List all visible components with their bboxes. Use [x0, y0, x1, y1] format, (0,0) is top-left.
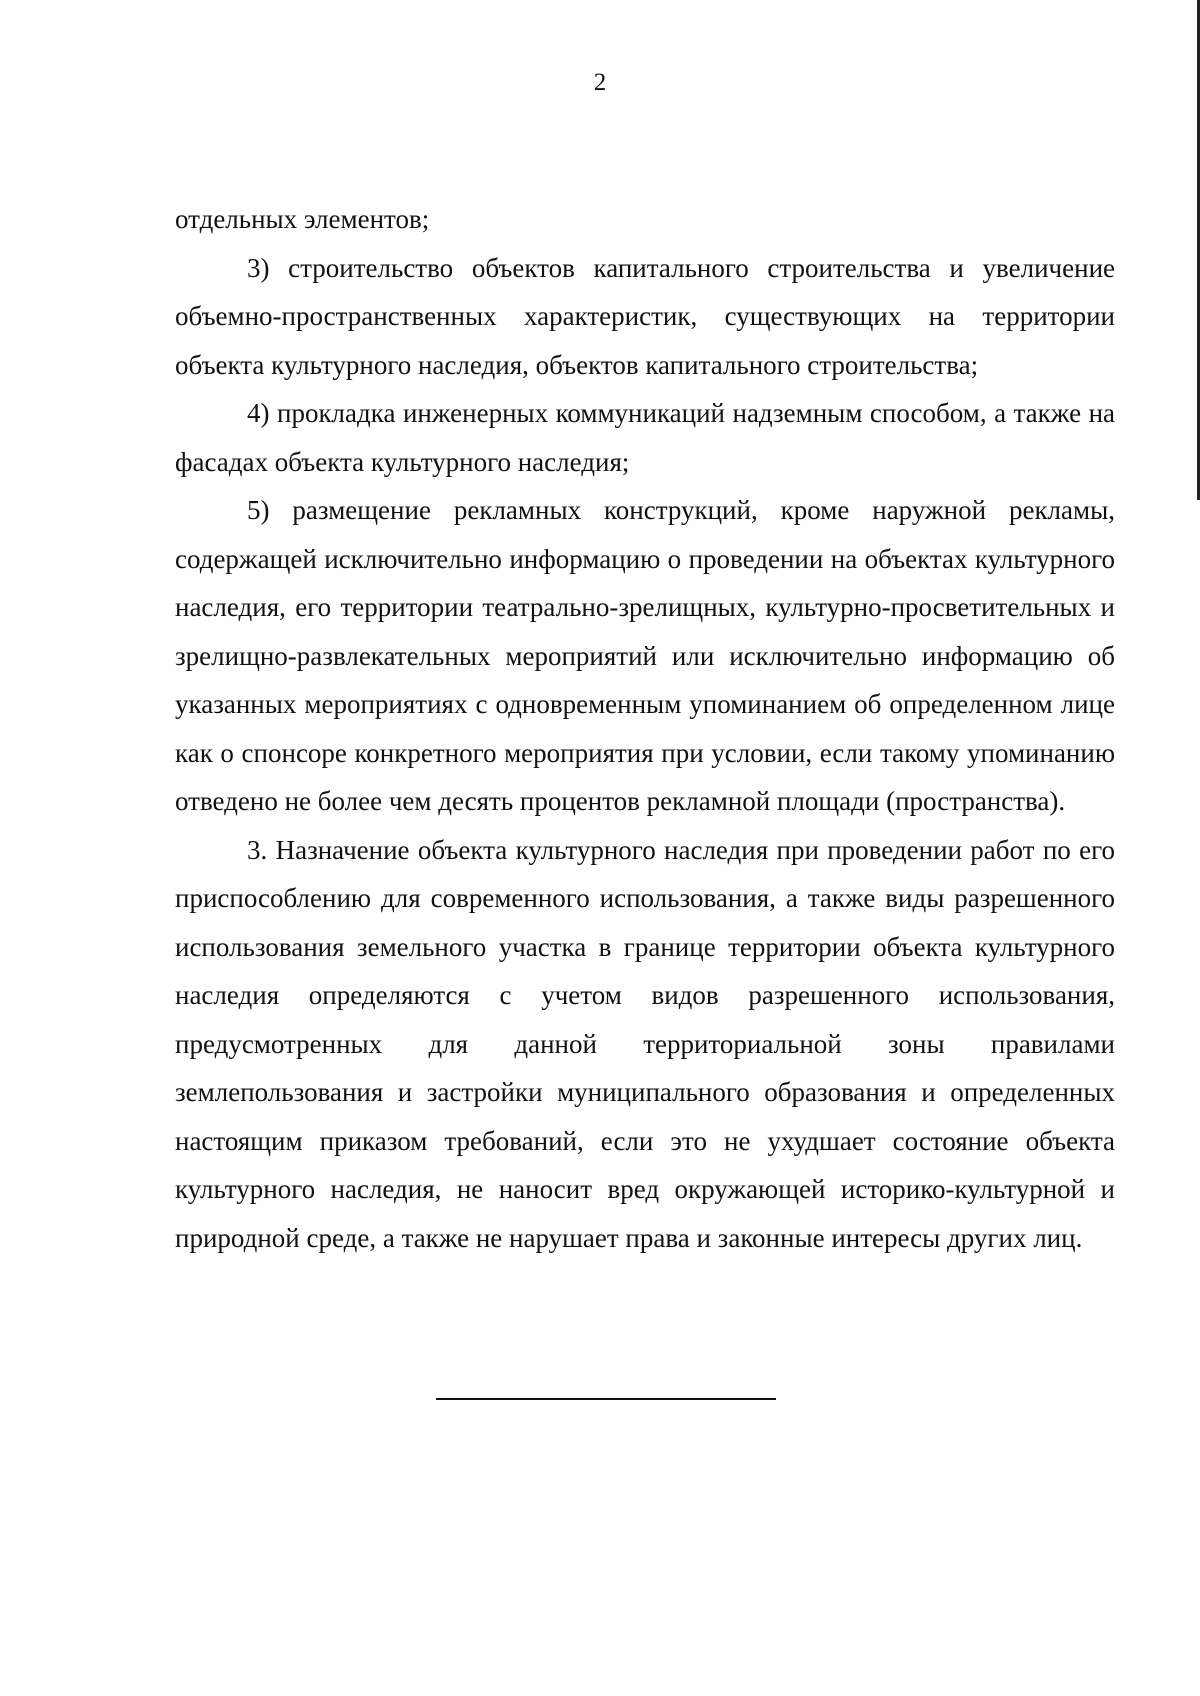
- document-body: [175, 195, 1115, 1262]
- paragraph-item-3: 3) строительство объектов капитального строительства и увеличение объемно-пространственных характеристик, существующих на территории объекта культурного наследия, объектов капитального строительства;: [175, 252, 1115, 380]
- page-number: 2: [593, 69, 607, 96]
- paragraph-item-4: 4) прокладка инженерных коммуникаций надземным способом, а также на фасадах объекта культурного наследия;: [175, 398, 1115, 477]
- paragraph-section-3: 3. Назначение объекта культурного наследия при проведении работ по его приспособлению для современного использования, а также виды разрешенного использования земельного участка в границе территории объекта культурного наследия определяются с учетом видов разрешенного использования, предусмотренных для данной территориальной зоны правилами землепользования и застройки муниципального образования и определенных настоящим приказом требований, если это не ухудшает состояние объекта культурного наследия, не наносит вред окружающей историко-культурной и природной среде, а также не нарушает права и законные интересы других лиц.: [175, 834, 1115, 1253]
- paragraph-continuation: отдельных элементов;: [175, 204, 430, 234]
- paragraph-item-5: 5) размещение рекламных конструкций, кроме наружной рекламы, содержащей исключительно информацию о проведении на объектах культурного наследия, его территории театрально-зрелищных, культурно-просветительных и зрелищно-развлекательных мероприятий или исключительно информацию об указанных мероприятиях с одновременным упоминанием об определенном лице как о спонсоре конкретного мероприятия при условии, если такому упоминанию отведено не более чем десять процентов рекламной площади (пространства).: [175, 495, 1115, 816]
- closing-rule: [436, 1398, 776, 1400]
